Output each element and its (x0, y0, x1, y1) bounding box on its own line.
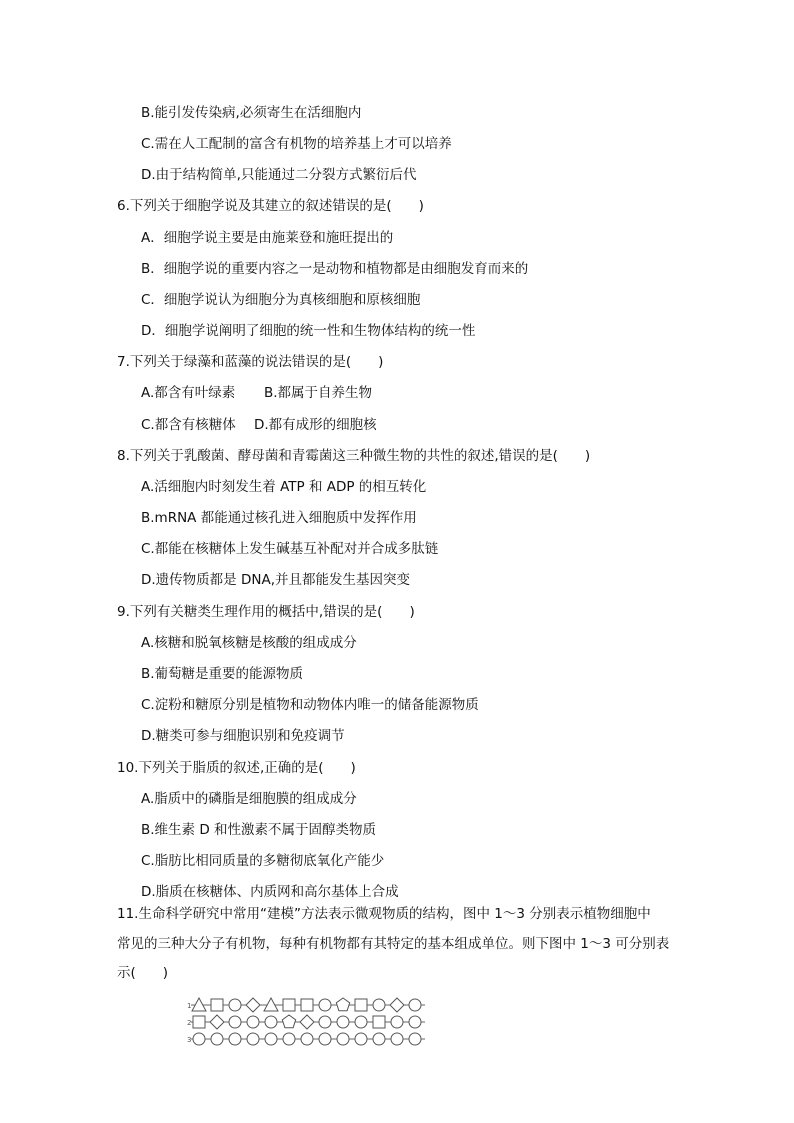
q11-line-2: 常见的三种大分子有机物，每种有机物都有其特定的基本组成单位。则下图中 1～3 可分别表 (117, 936, 670, 952)
q7-stem: 7.下列关于绿藻和蓝藻的说法错误的是( ) (117, 354, 384, 370)
q6-option-a: A．细胞学说主要是由施莱登和施旺提出的 (141, 230, 394, 246)
molecule-model-diagram (183, 997, 433, 1049)
q6-option-d: D．细胞学说阐明了细胞的统一性和生物体结构的统一性 (141, 323, 476, 339)
q9-option-a: A.核糖和脱氧核糖是核酸的组成成分 (141, 635, 357, 651)
circle-unit (301, 1033, 313, 1045)
q10-option-b: B.维生素 D 和性激素不属于固醇类物质 (141, 822, 377, 838)
square-unit (211, 999, 223, 1011)
q8-option-b: B.mRNA 都能通过核孔进入细胞质中发挥作用 (141, 510, 417, 526)
circle-unit (409, 1033, 421, 1045)
circle-unit (409, 999, 421, 1011)
circle-unit (391, 1016, 403, 1028)
q5-option-b: B.能引发传染病,必须寄生在活细胞内 (141, 105, 362, 121)
circle-unit (337, 1033, 349, 1045)
circle-unit (337, 1016, 349, 1028)
q8-option-a: A.活细胞内时刻发生着 ATP 和 ADP 的相互转化 (141, 479, 427, 495)
q9-option-c: C.淀粉和糖原分别是植物和动物体内唯一的储备能源物质 (141, 697, 479, 713)
row-label: 3 (187, 1036, 192, 1044)
q8-option-c: C.都能在核糖体上发生碱基互补配对并合成多肽链 (141, 541, 439, 557)
square-unit (193, 1016, 205, 1028)
q7-option-c: C.都含有核糖体 (141, 417, 236, 433)
diamond-unit (300, 1015, 314, 1029)
circle-unit (373, 999, 385, 1011)
circle-unit (355, 1033, 367, 1045)
q5-option-c: C.需在人工配制的富含有机物的培养基上才可以培养 (141, 136, 452, 152)
circle-unit (283, 1033, 295, 1045)
circle-unit (265, 1016, 277, 1028)
circle-unit (319, 1033, 331, 1045)
pentagon-unit (282, 1015, 295, 1028)
square-unit (301, 999, 313, 1011)
diamond-unit (246, 998, 260, 1012)
q6-stem: 6.下列关于细胞学说及其建立的叙述错误的是( ) (117, 198, 424, 214)
circle-unit (193, 1033, 205, 1045)
diamond-unit (210, 1015, 224, 1029)
q10-stem: 10.下列关于脂质的叙述,正确的是( ) (117, 760, 356, 776)
q11-line-1: 11.生命科学研究中常用“建模”方法表示微观物质的结构，图中 1～3 分别表示植物细胞中 (117, 906, 651, 922)
q6-option-b: B．细胞学说的重要内容之一是动物和植物都是由细胞发育而来的 (141, 261, 529, 277)
pentagon-unit (336, 998, 349, 1011)
q6-option-c: C．细胞学说认为细胞分为真核细胞和原核细胞 (141, 292, 421, 308)
row-label: 2 (187, 1019, 192, 1027)
q8-option-d: D.遗传物质都是 DNA,并且都能发生基因突变 (141, 572, 410, 588)
row-label: 1 (187, 1002, 192, 1010)
circle-unit (229, 1016, 241, 1028)
circle-unit (229, 1033, 241, 1045)
circle-unit (247, 1016, 259, 1028)
circle-unit (319, 999, 331, 1011)
circle-unit (391, 1033, 403, 1045)
q9-option-b: B.葡萄糖是重要的能源物质 (141, 666, 304, 682)
q7-option-b: B.都属于自养生物 (264, 385, 373, 401)
q7-option-a: A.都含有叶绿素 (141, 385, 236, 401)
q11-line-3: 示( ) (117, 965, 169, 981)
diamond-unit (390, 998, 404, 1012)
circle-unit (409, 1016, 421, 1028)
circle-unit (247, 1033, 259, 1045)
circle-unit (265, 1033, 277, 1045)
q8-stem: 8.下列关于乳酸菌、酵母菌和青霉菌这三种微生物的共性的叙述,错误的是( ) (117, 448, 591, 464)
q10-option-a: A.脂质中的磷脂是细胞膜的组成成分 (141, 791, 357, 807)
circle-unit (211, 1033, 223, 1045)
circle-unit (229, 999, 241, 1011)
q9-option-d: D.糖类可参与细胞识别和免疫调节 (141, 728, 345, 744)
square-unit (283, 999, 295, 1011)
q10-option-c: C.脂肪比相同质量的多糖彻底氧化产能少 (141, 853, 385, 869)
q10-option-d: D.脂质在核糖体、内质网和高尔基体上合成 (141, 884, 399, 900)
q7-option-d: D.都有成形的细胞核 (254, 417, 377, 433)
circle-unit (373, 1033, 385, 1045)
circle-unit (355, 1016, 367, 1028)
q5-option-d: D.由于结构简单,只能通过二分裂方式繁衍后代 (141, 167, 417, 183)
square-unit (373, 1016, 385, 1028)
square-unit (355, 999, 367, 1011)
q9-stem: 9.下列有关糖类生理作用的概括中,错误的是( ) (117, 604, 415, 620)
circle-unit (319, 1016, 331, 1028)
